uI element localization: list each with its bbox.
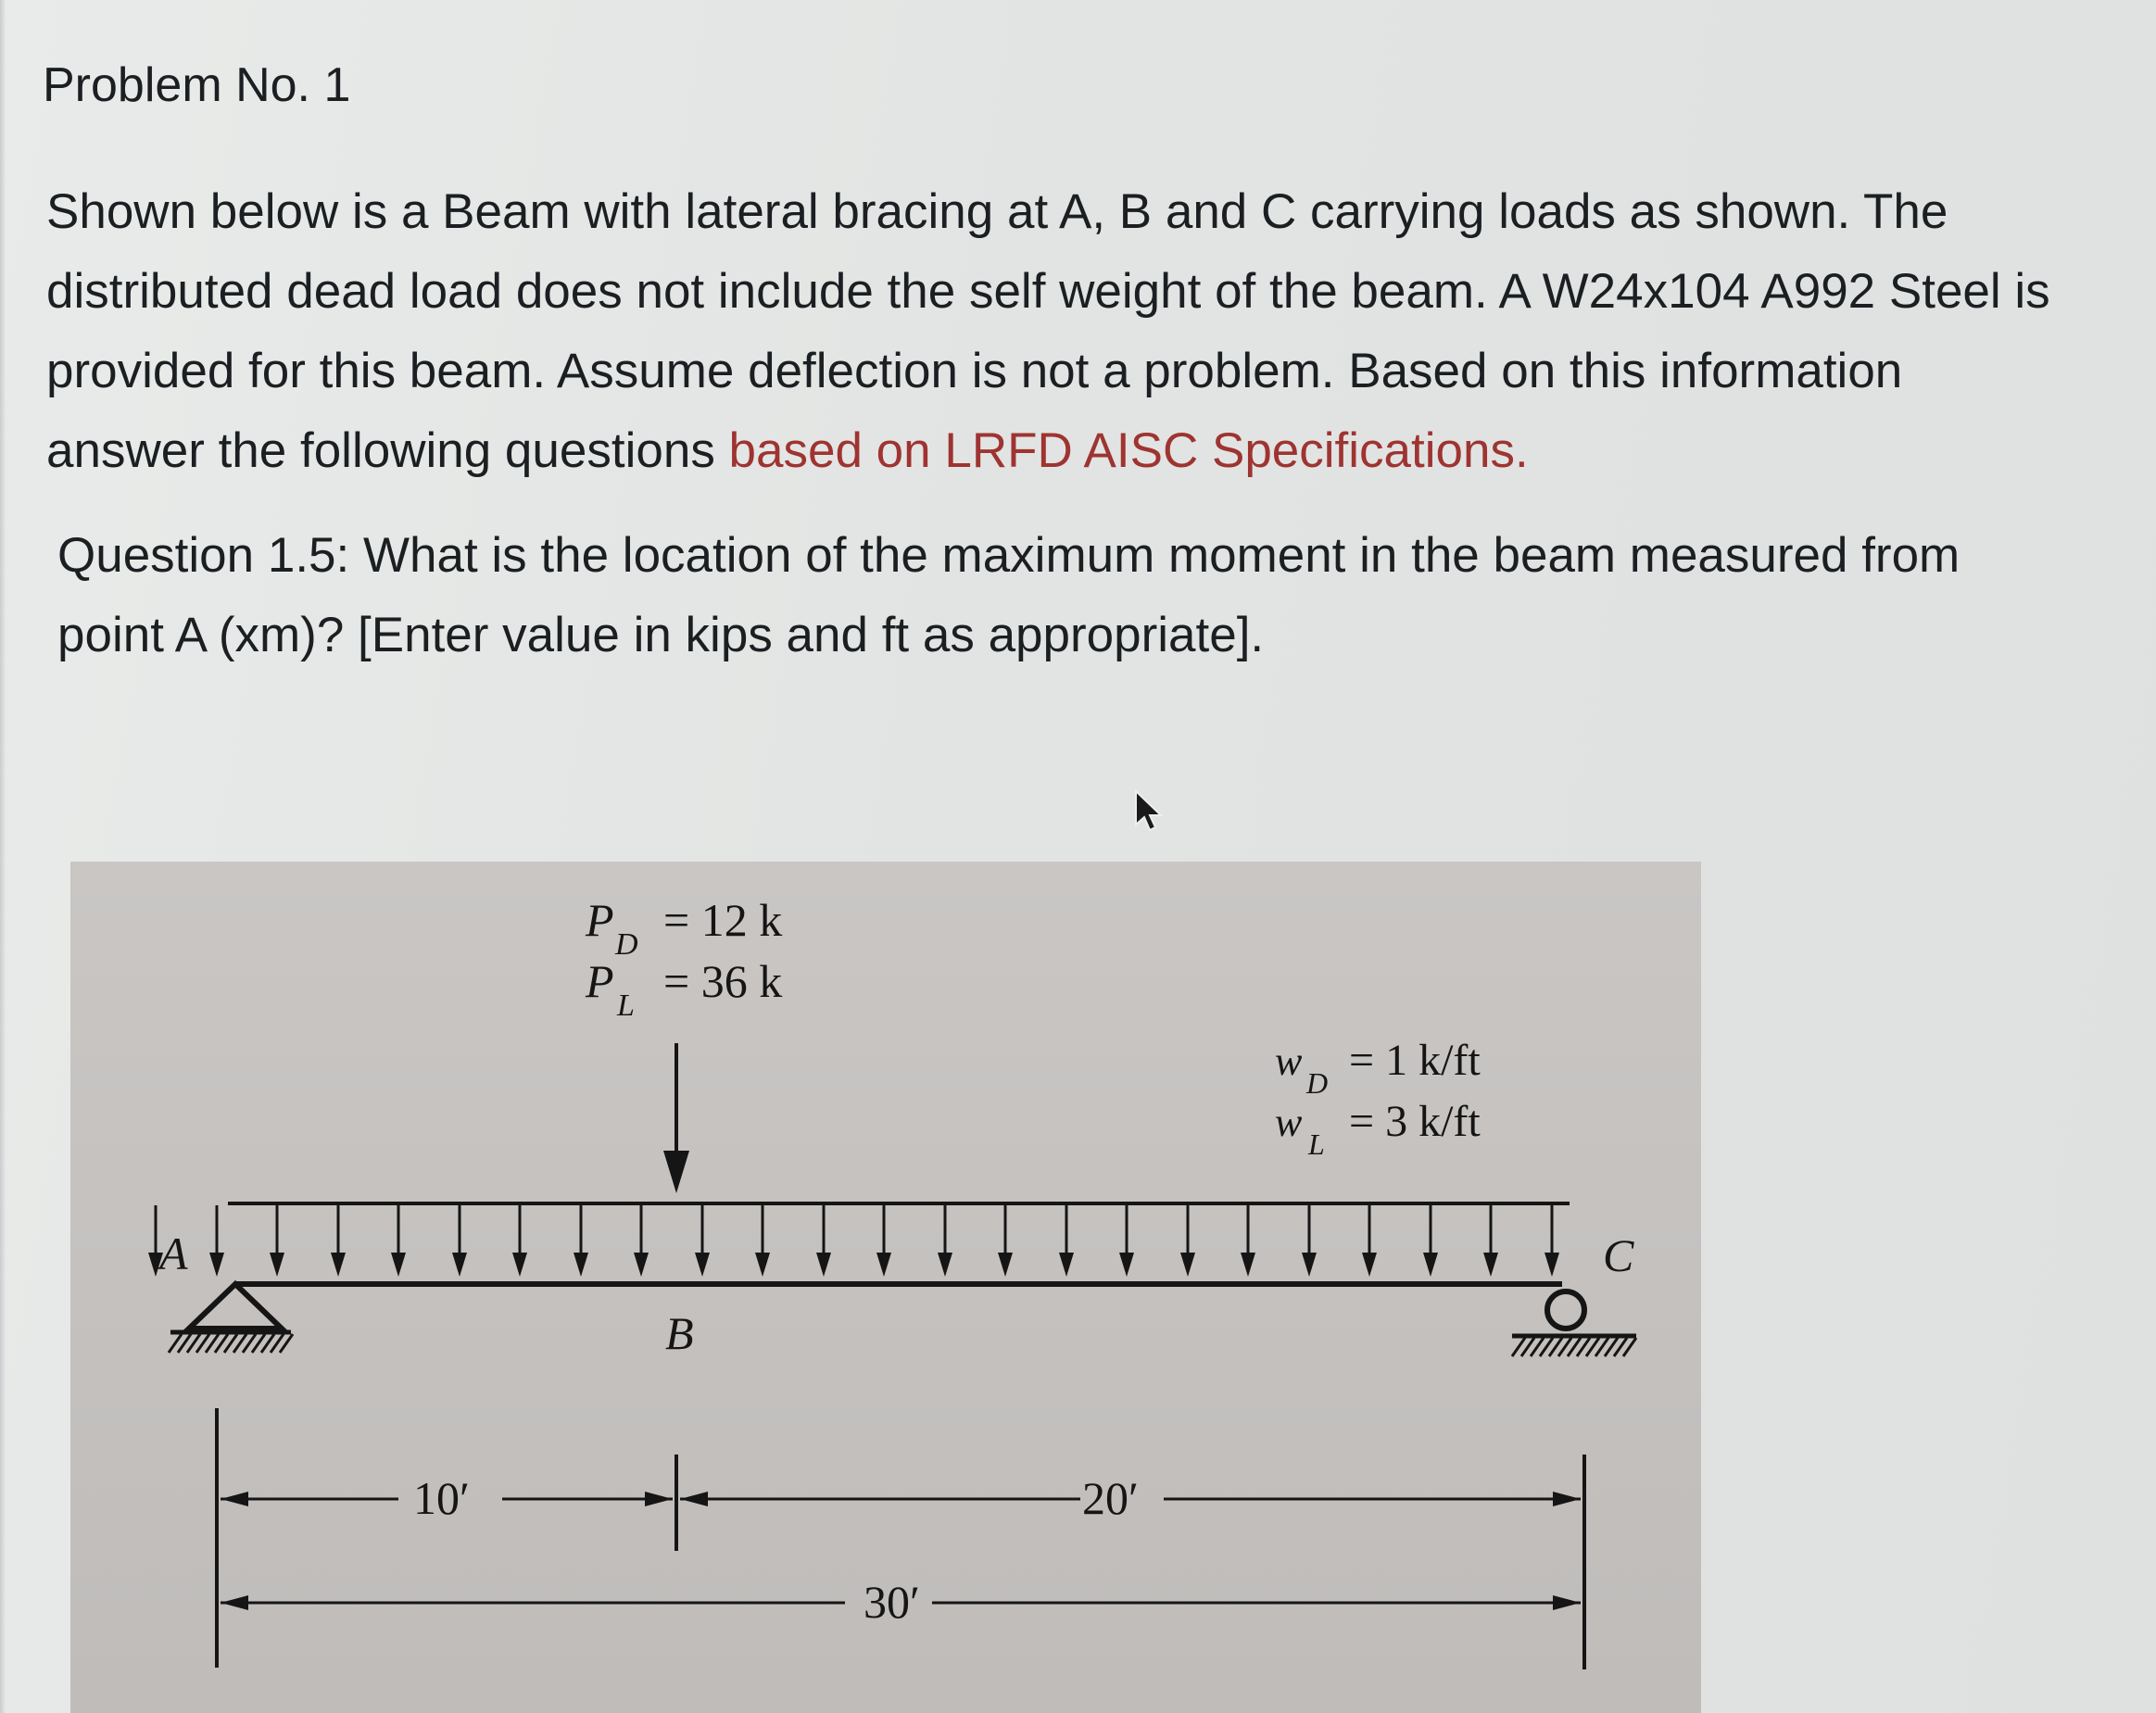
udl-arrow [391, 1205, 406, 1277]
wl-symbol: w [1275, 1100, 1303, 1145]
udl-arrow [1302, 1205, 1317, 1277]
statement-text: answer the following questions [46, 423, 729, 478]
lrfd-spec-highlight: based on LRFD AISC Specifications. [728, 423, 1529, 478]
udl-arrow [1545, 1205, 1559, 1277]
pd-value: = 12 k [663, 894, 783, 946]
question-line: Question 1.5: What is the location of the maximum moment in the beam measured from [57, 528, 1961, 583]
point-b-label: B [665, 1307, 694, 1359]
statement-line: provided for this beam. Assume deflection is not a problem. Based on this information [46, 344, 1903, 398]
dimension-lines [217, 1408, 1584, 1669]
pl-value: = 36 k [663, 955, 783, 1007]
roller-support-c [1512, 1291, 1636, 1356]
udl-arrow [331, 1205, 346, 1277]
pd-subscript: D [615, 927, 638, 962]
udl-arrow [876, 1205, 891, 1277]
dim-total-label: 30′ [864, 1576, 920, 1628]
wd-subscript: D [1306, 1066, 1329, 1100]
ground-hatch-c [1512, 1338, 1636, 1356]
point-load-arrow [663, 1043, 689, 1193]
udl-arrow [1362, 1205, 1377, 1277]
udl-arrow [209, 1205, 224, 1277]
udl-arrow [695, 1205, 710, 1277]
pl-subscript: L [617, 989, 635, 1023]
statement-line: Shown below is a Beam with lateral bracing at A, B and C carrying loads as shown. The [46, 184, 1948, 239]
ground-hatch-a [169, 1334, 293, 1353]
distributed-load-label [1275, 1036, 1481, 1161]
point-load-label [585, 894, 782, 1023]
dim-ab-label: 10′ [413, 1472, 470, 1524]
udl-arrow [512, 1205, 527, 1277]
page-left-edge [0, 0, 6, 1713]
wd-value: = 1 k/ft [1349, 1036, 1481, 1085]
beam-diagram-svg [70, 862, 1701, 1713]
point-c-label: C [1603, 1229, 1634, 1281]
udl-arrow [938, 1205, 952, 1277]
pin-support-a [169, 1284, 293, 1353]
udl-arrow [1241, 1205, 1255, 1277]
udl-arrow [816, 1205, 831, 1277]
pd-symbol: P [586, 894, 614, 946]
udl-arrow [1059, 1205, 1074, 1277]
problem-heading: Problem No. 1 [43, 58, 351, 112]
udl-arrow [755, 1205, 770, 1277]
udl-arrow [634, 1205, 649, 1277]
problem-statement [46, 172, 2150, 491]
dim-bc-label: 20′ [1082, 1472, 1139, 1524]
udl-arrow [1180, 1205, 1195, 1277]
udl-arrow [1483, 1205, 1498, 1277]
question-line: point A (xm)? [Enter value in kips and ft as appropriate]. [57, 608, 1265, 662]
statement-line: distributed dead load does not include the self weight of the beam. A W24x104 A992 Steel is [46, 264, 2050, 319]
point-a-label: A [159, 1228, 188, 1279]
wd-symbol: w [1275, 1039, 1303, 1084]
udl-arrow [452, 1205, 467, 1277]
udl-arrow [998, 1205, 1013, 1277]
question-text [57, 516, 1960, 675]
pl-symbol: P [586, 955, 614, 1007]
wl-subscript: L [1308, 1127, 1325, 1161]
statement-line-last [46, 411, 2150, 491]
udl-arrow [270, 1205, 284, 1277]
udl-arrow [1119, 1205, 1134, 1277]
udl-arrow [1423, 1205, 1438, 1277]
distributed-load-arrows [148, 1205, 1559, 1277]
mouse-cursor-icon [1132, 789, 1166, 836]
udl-arrow [574, 1205, 588, 1277]
wl-value: = 3 k/ft [1349, 1097, 1481, 1146]
beam-diagram [70, 862, 1701, 1713]
